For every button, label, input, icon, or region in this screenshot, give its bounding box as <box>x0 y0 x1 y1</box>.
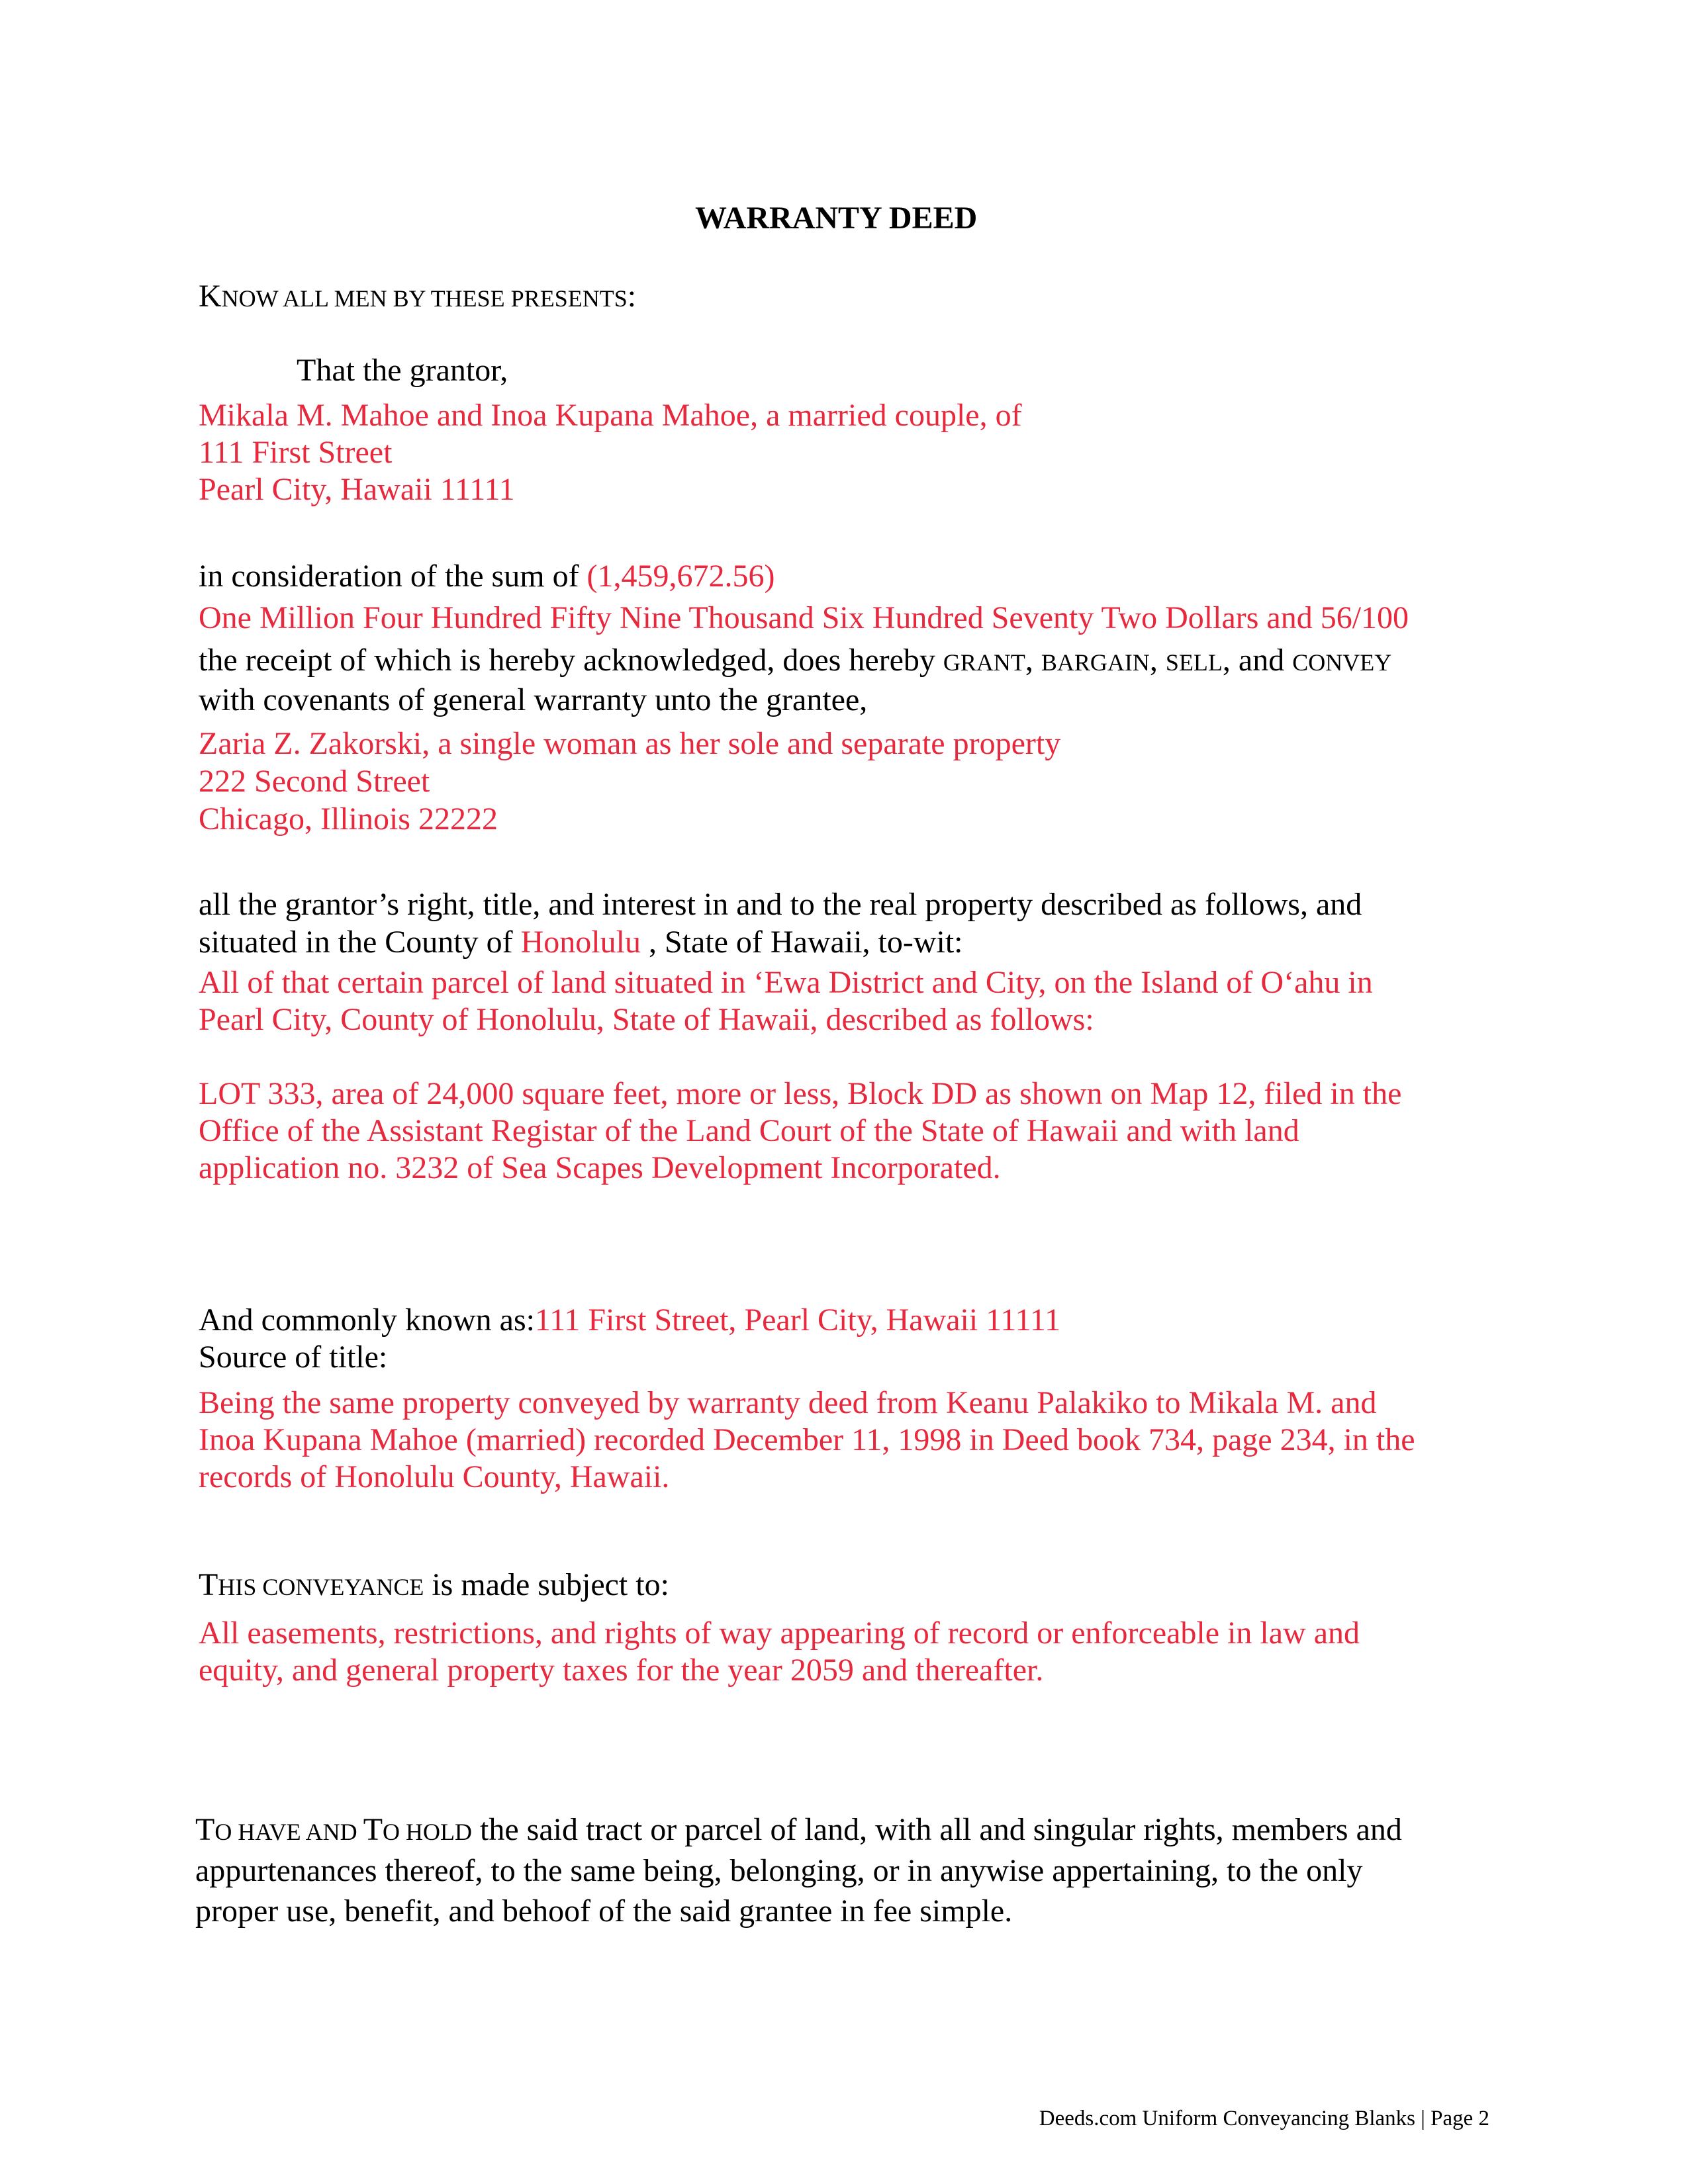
conveyance-subject-line <box>199 1567 669 1606</box>
grantor-line-2: 111 First Street <box>199 435 393 470</box>
legal-description-line-3: LOT 333, area of 24,000 square feet, more or less, Block DD as shown on Map 12, filed in the <box>199 1076 1402 1111</box>
legal-description-line-1: All of that certain parcel of land situated in ‘Ewa District and City, on the Island of O‘ahu in <box>199 965 1373 1000</box>
commonly-known-value: 111 First Street, Pearl City, Hawaii 11111 <box>534 1302 1061 1338</box>
grant-word: GRANT <box>943 649 1025 676</box>
convey-word: CONVEY <box>1292 649 1392 676</box>
preamble-smallcaps: NOW ALL MEN BY THESE PRESENTS <box>221 285 628 312</box>
preamble-colon: : <box>627 279 637 314</box>
legal-description-line-5: application no. 3232 of Sea Scapes Development Incorporated. <box>199 1150 1001 1185</box>
preamble <box>199 278 636 317</box>
covenant-line: with covenants of general warranty unto the grantee, <box>199 682 868 717</box>
page-footer: Deeds.com Uniform Conveyancing Blanks | Page 2 <box>1039 2107 1489 2130</box>
consideration-prefix: in consideration of the sum of <box>199 559 587 594</box>
document-title: WARRANTY DEED <box>695 201 978 236</box>
receipt-prefix: the receipt of which is hereby acknowledged, does hereby <box>199 643 943 678</box>
habendum-initial-2: T <box>363 1812 383 1847</box>
habendum-smallcaps-2: O HOLD <box>383 1819 472 1845</box>
conveyance-smallcaps: HIS CONVEYANCE <box>218 1574 424 1600</box>
commonly-known-label: And commonly known as: <box>199 1302 535 1338</box>
conveyance-initial: T <box>199 1567 218 1602</box>
habendum-line-2: appurtenances thereof, to the same being, belonging, or in anywise appertaining, to the only <box>195 1853 1363 1888</box>
consideration-amount: (1,459,672.56) <box>586 559 775 594</box>
source-of-title-line-3: records of Honolulu County, Hawaii. <box>199 1459 670 1494</box>
subject-to-line-2: equity, and general property taxes for the year 2059 and thereafter. <box>199 1653 1044 1688</box>
grantee-line-3: Chicago, Illinois 22222 <box>199 801 498 837</box>
source-of-title-line-2: Inoa Kupana Mahoe (married) recorded December 11, 1998 in Deed book 734, page 234, in the <box>199 1422 1415 1457</box>
property-intro-line-2 <box>199 924 963 961</box>
county-name: Honolulu <box>520 925 641 960</box>
grantee-line-2: 222 Second Street <box>199 764 430 799</box>
conveyance-rest: is made subject to: <box>424 1567 669 1602</box>
sell-word: SELL <box>1165 649 1223 676</box>
subject-to-line-1: All easements, restrictions, and rights of way appearing of record or enforceable in law and <box>199 1615 1360 1651</box>
habendum-initial-1: T <box>195 1812 215 1847</box>
consideration-line <box>199 558 775 595</box>
and-word: and <box>1238 643 1285 678</box>
legal-description-line-2: Pearl City, County of Honolulu, State of Hawaii, described as follows: <box>199 1002 1094 1037</box>
property-intro-line-1: all the grantor’s right, title, and interest in and to the real property described as follows, and <box>199 887 1362 922</box>
habendum-line-3: proper use, benefit, and behoof of the said grantee in fee simple. <box>195 1893 1013 1929</box>
grantor-line-1: Mikala M. Mahoe and Inoa Kupana Mahoe, a married couple, of <box>199 398 1022 433</box>
legal-description-line-4: Office of the Assistant Registar of the Land Court of the State of Hawaii and with land <box>199 1113 1299 1148</box>
habendum-line-1 <box>195 1811 1402 1850</box>
receipt-line: the receipt of which is hereby acknowledged, does hereby GRANT, BARGAIN, SELL, and CONVEY <box>199 643 1392 678</box>
grantor-line-3: Pearl City, Hawaii 11111 <box>199 472 515 507</box>
consideration-words: One Million Four Hundred Fifty Nine Thousand Six Hundred Seventy Two Dollars and 56/100 <box>199 600 1409 635</box>
county-prefix: situated in the County of <box>199 925 521 960</box>
source-of-title-label: Source of title: <box>199 1340 388 1375</box>
source-of-title-line-1: Being the same property conveyed by warranty deed from Keanu Palakiko to Mikala M. and <box>199 1385 1377 1420</box>
grantor-intro: That the grantor, <box>297 353 508 388</box>
county-suffix: , State of Hawaii, to-wit: <box>640 925 963 960</box>
commonly-known-line <box>199 1302 1060 1339</box>
bargain-word: BARGAIN <box>1041 649 1150 676</box>
habendum-smallcaps-1: O HAVE AND <box>214 1819 363 1845</box>
habendum-rest-1: the said tract or parcel of land, with all and singular rights, members and <box>472 1812 1402 1847</box>
preamble-initial: K <box>199 279 222 314</box>
grantee-line-1: Zaria Z. Zakorski, a single woman as her sole and separate property <box>199 726 1061 761</box>
